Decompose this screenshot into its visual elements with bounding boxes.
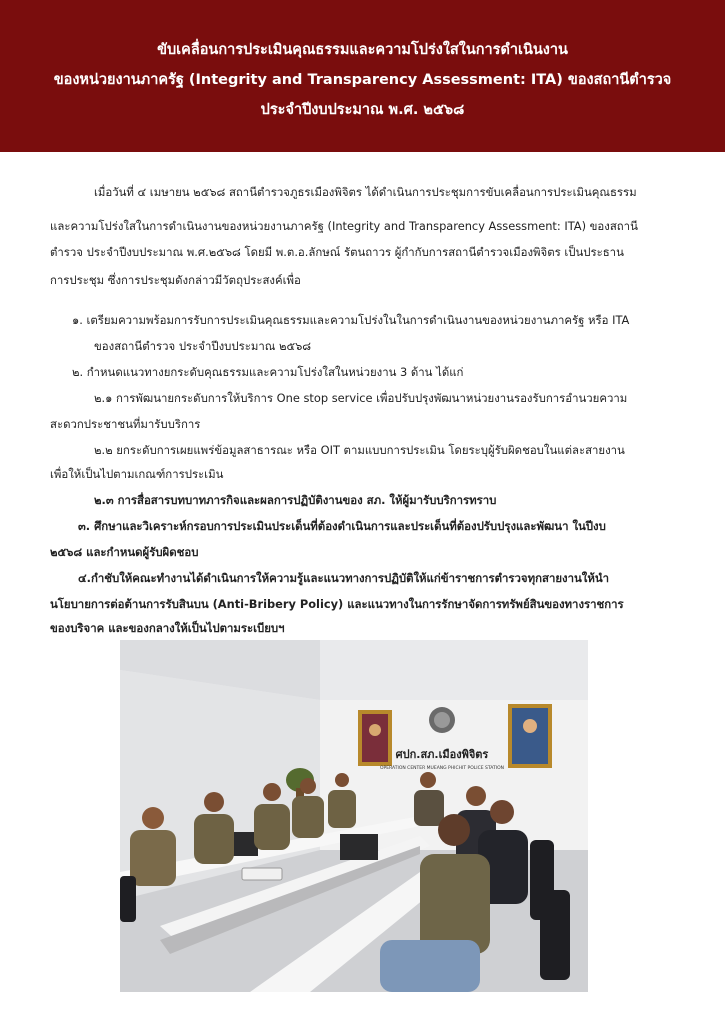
item-2-1-line-1: ๒.๑ การพัฒนายกระดับการให้บริการ One stop service เพื่อปรับปรุงพัฒนาหน่วยงานรองรับการอำนวยความ <box>94 391 628 405</box>
police-emblem <box>429 707 455 733</box>
header-title-line-3: ประจำปีงบประมาณ พ.ศ. ๒๕๖๘ <box>260 102 465 118</box>
item-3-line-1: ๓. ศึกษาและวิเคราะห์กรอบการประเมินประเด็นที่ต้องดำเนินการและประเด็นที่ต้องปรับปรุงและพัฒนา ในปีงบ <box>78 519 606 533</box>
item-3-line-2: ๒๕๖๘ และกำหนดผู้รับผิดชอบ <box>50 545 199 559</box>
sign-main: ศปก.สภ.เมืองพิจิตร <box>395 748 489 761</box>
header-band <box>0 0 725 152</box>
item-4-line-3: ของบริจาค และของกลางให้เป็นไปตามระเบียบฯ <box>50 621 285 635</box>
intro-line-2: และความโปร่งใสในการดำเนินงานของหน่วยงานภาครัฐ (Integrity and Transparency Assessment: ITA) ของสถานี <box>50 219 638 233</box>
item-4-line-2: นโยบายการต่อต้านการรับสินบน (Anti-Bribery Policy) และแนวทางในการรักษาจัดการทรัพย์สินของทางราชการ <box>50 597 624 611</box>
meeting-photo <box>120 640 588 992</box>
item-2-2-line-1: ๒.๒ ยกระดับการเผยแพร่ข้อมูลสาธารณะ หรือ OIT ตามแบบการประเมิน โดยระบุผู้รับผิดชอบในแต่ละสายงาน <box>94 443 625 457</box>
item-4-line-1: ๔.กำชับให้คณะทำงานได้ดำเนินการให้ความรู้และแนวทางการปฏิบัติให้แก่ข้าราชการตำรวจทุกสายงานให้นำ <box>78 571 610 585</box>
item-2-1-line-2: สะดวกประชาชนที่มารับบริการ <box>50 417 201 431</box>
intro-line-4: การประชุม ซึ่งการประชุมดังกล่าวมีวัตถุประสงค์เพื่อ <box>50 273 301 287</box>
item-1-line-2: ของสถานีตำรวจ ประจำปีงบประมาณ ๒๕๖๘ <box>94 339 312 353</box>
item-2-2-line-2: เพื่อให้เป็นไปตามเกณฑ์การประเมิน <box>50 467 224 481</box>
sign-sub: OPERATION CENTER MUEANG PHICHIT POLICE STATION <box>379 766 505 771</box>
item-2: ๒. กำหนดแนวทางยกระดับคุณธรรมและความโปร่งใสในหน่วยงาน 3 ด้าน ได้แก่ <box>72 365 464 379</box>
intro-line-3: ตำรวจ ประจำปีงบประมาณ พ.ศ.๒๕๖๘ โดยมี พ.ต.อ.ลักษณ์ รัตนถาวร ผู้กำกับการสถานีตำรวจเมืองพิจิตร เป็นประธาน <box>50 245 624 259</box>
portrait-frame-right <box>508 704 552 768</box>
portrait-frame-left <box>358 710 392 766</box>
header-title-line-2: ของหน่วยงานภาครัฐ (Integrity and Transparency Assessment: ITA) ของสถานีตำรวจ <box>53 72 672 88</box>
item-2-3: ๒.๓ การสื่อสารบทบาทภารกิจและผลการปฏิบัติงานของ สภ. ให้ผู้มารับบริการทราบ <box>94 493 497 507</box>
meeting-photo-illustration <box>120 640 588 992</box>
item-1-line-1: ๑. เตรียมความพร้อมการรับการประเมินคุณธรรมและความโปร่งในในการดำเนินงานของหน่วยงานภาครัฐ หรือ ITA <box>72 313 630 327</box>
header-title-line-1: ขับเคลื่อนการประเมินคุณธรรมและความโปร่งใสในการดำเนินงาน <box>157 42 568 58</box>
intro-line-1: เมื่อวันที่ ๔ เมษายน ๒๕๖๘ สถานีตำรวจภูธรเมืองพิจิตร ได้ดำเนินการประชุมการขับเคลื่อนการประเมินคุณธรรม <box>94 185 637 199</box>
